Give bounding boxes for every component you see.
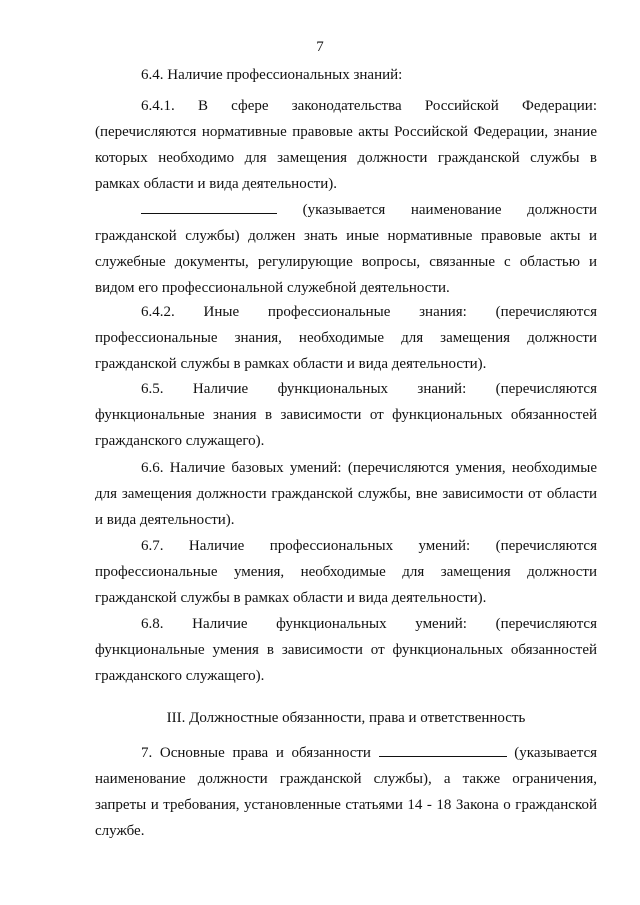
paragraph-6-4-2: 6.4.2. Иные профессиональные знания: (перечисляются профессиональные знания, необходимые для замещения должности гражданской службы в рамках области и вида деятельности). [95,304,597,372]
paragraph-6-6: 6.6. Наличие базовых умений: (перечисляются умения, необходимые для замещения должности гражданской службы, вне зависимости от области и вида деятельности). [95,460,597,528]
paragraph-6-7: 6.7. Наличие профессиональных умений: (перечисляются профессиональные умения, необходимые для замещения должности гражданской службы в рамках области и вида деятельности). [95,538,597,606]
paragraph-7-text: (указывается наименование должности гражданской службы), а также ограничения, запреты и требования, установленные статьями 14 - 18 Закона о гражданской службе. [95,745,598,839]
paragraph-6-4: 6.4. Наличие профессиональных знаний: [141,67,403,83]
paragraph-6-5: 6.5. Наличие функциональных знаний: (перечисляются функциональные знания в зависимости от функциональных обязанностей гражданского служащего). [95,381,597,449]
paragraph-6-4-1: 6.4.1. В сфере законодательства Российской Федерации: (перечисляются нормативные правовые акты Российской Федерации, знание которых необходимо для замещения должности гражданской службы в рамках области и вида деятельности). [95,98,597,192]
paragraph-6-8: 6.8. Наличие функциональных умений: (перечисляются функциональные умения в зависимости от функциональных обязанностей гражданского служащего). [95,616,597,684]
paragraph-6-4-1-continued-text: (указывается наименование должности гражданской службы) должен знать иные нормативные правовые акты и служебные документы, регулирующие вопросы, связанные с областью и видом его профессиональной служебной деятельности. [95,202,598,296]
fill-in-blank-position [379,742,507,757]
paragraph-6-4-1-continued [95,197,597,301]
fill-in-blank-position [141,199,277,214]
section-3-heading: III. Должностные обязанности, права и ответственность [166,710,526,726]
paragraph-7 [95,740,597,844]
paragraph-7-lead-text: 7. Основные права и обязанности [141,745,371,761]
page-number: 7 [316,39,324,55]
